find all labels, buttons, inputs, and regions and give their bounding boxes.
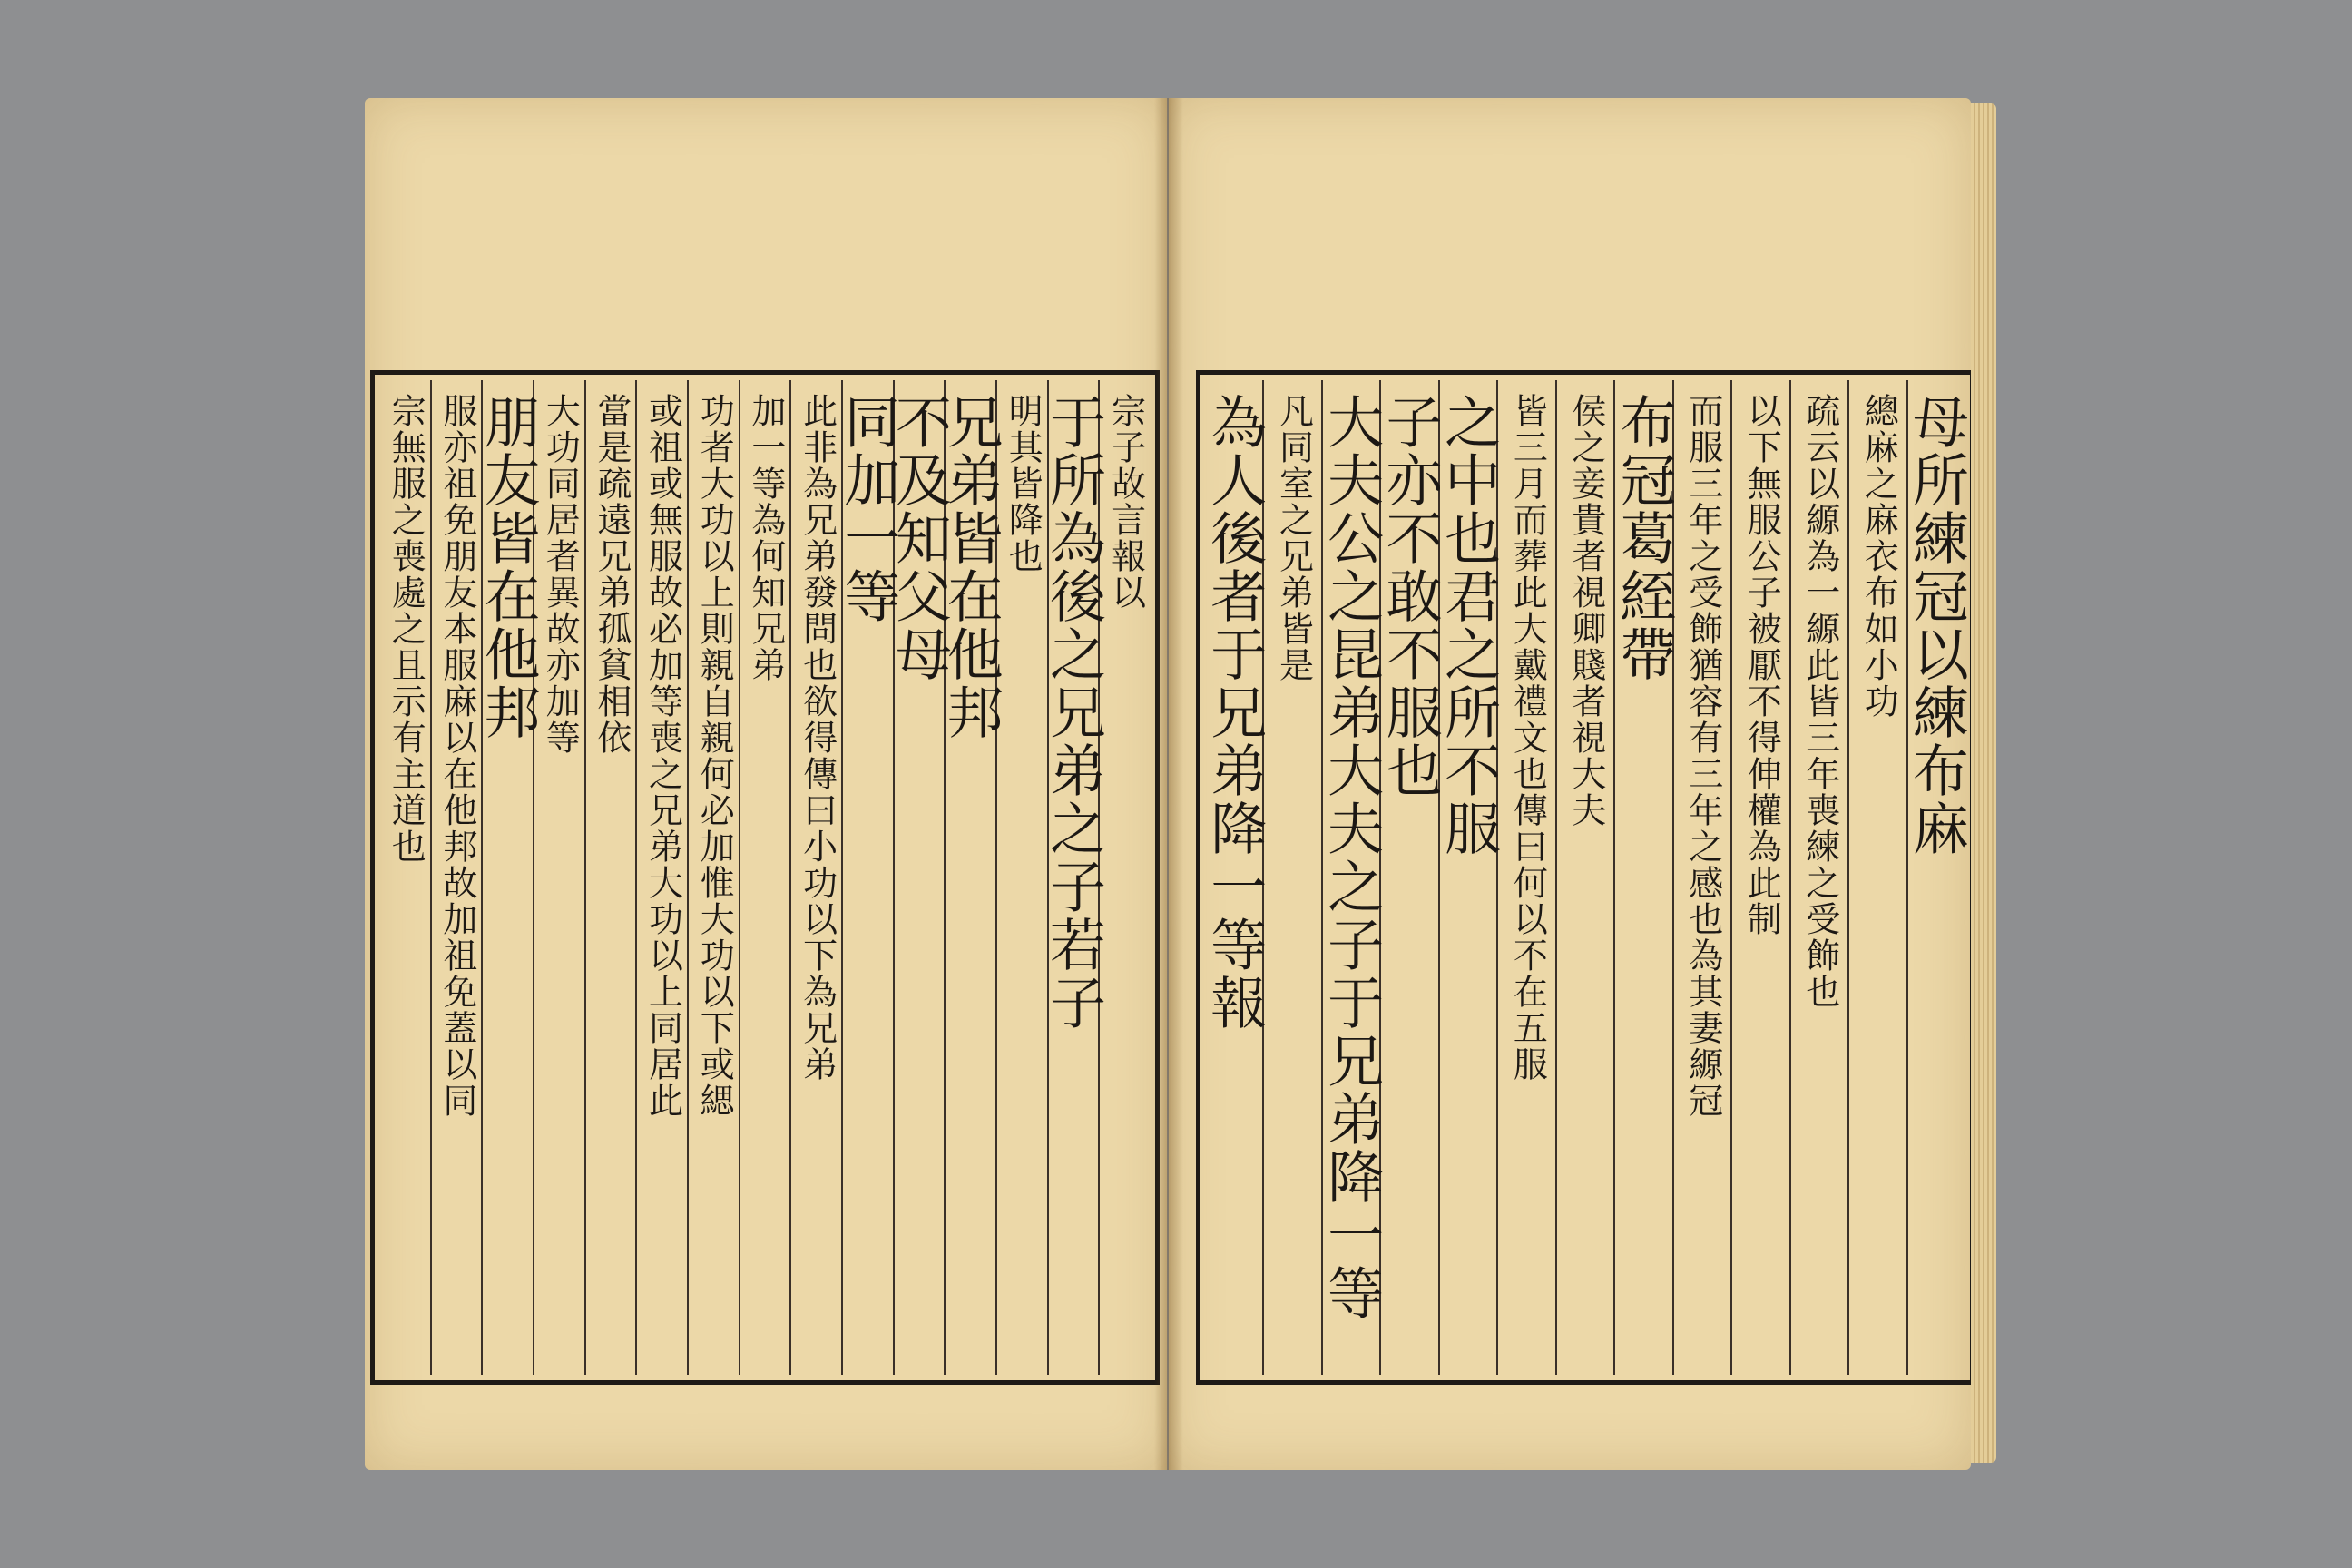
left-column-text: 功者大功以上則親自親何必加惟大功以下或緦 [694, 393, 735, 1119]
right-column-text: 疏云以縓為一縓此皆三年喪練之受飾也 [1799, 393, 1840, 1010]
left-column-text: 朋友皆在他邦 [475, 393, 542, 741]
right-column [1435, 380, 1502, 1375]
left-column-text: 不及知父母 [886, 393, 953, 683]
left-column [475, 380, 542, 1375]
left-column-text: 加一等為何知兄弟 [745, 393, 786, 683]
right-column-text: 以下無服公子被厭不得伸權為此制 [1741, 393, 1782, 937]
left-column [687, 380, 739, 1375]
right-column-text: 總麻之麻衣布如小功 [1858, 393, 1899, 720]
left-column [635, 380, 687, 1375]
right-column [1610, 380, 1677, 1375]
right-column [1789, 380, 1847, 1375]
right-column-text: 皆三月而葬此大戴禮文也傳曰何以不在五服 [1507, 393, 1548, 1083]
left-column [1040, 380, 1107, 1375]
left-columns [380, 380, 1150, 1375]
left-column-text: 此非為兄弟發問也欲得傳曰小功以下為兄弟 [797, 393, 838, 1083]
left-column [380, 380, 430, 1375]
left-column-text: 或祖或無服故必加等喪之兄弟大功以上同居此 [642, 393, 683, 1119]
left-column-text: 兄弟皆在他邦 [937, 393, 1004, 741]
page-edges [1971, 103, 1996, 1463]
right-column-text: 布冠葛絰帶 [1610, 393, 1677, 683]
right-column-text: 而服三年之受飾猶容有三年之感也為其妻縓冠 [1682, 393, 1723, 1119]
left-column-text: 同加一等 [834, 393, 901, 625]
left-text-frame [370, 370, 1160, 1385]
right-column [1672, 380, 1730, 1375]
book-gutter [1154, 98, 1183, 1470]
left-column [789, 380, 841, 1375]
left-column-text: 于所為後之兄弟之子若子 [1040, 393, 1107, 1032]
right-column-text: 為人後者于兄弟降一等報 [1200, 393, 1268, 1032]
left-column-text: 當是疏遠兄弟孤貧相依 [591, 393, 632, 756]
right-columns [1200, 380, 1970, 1375]
left-column-text: 宗無服之喪處之且示有主道也 [386, 393, 426, 865]
right-column-text: 之中也君之所不服 [1435, 393, 1502, 858]
left-column-text: 明其皆降也 [1003, 393, 1044, 574]
left-column-text: 宗子故言報以 [1105, 393, 1146, 611]
left-column [430, 380, 482, 1375]
right-column-text: 大夫公之昆弟大夫之子于兄弟降一等 [1318, 393, 1385, 1322]
right-column [1847, 380, 1906, 1375]
right-text-frame [1196, 370, 1975, 1385]
right-column [1377, 380, 1444, 1375]
left-column [584, 380, 636, 1375]
right-column-text: 侯之妾貴者視卿賤者視大夫 [1565, 393, 1606, 828]
right-column [1200, 380, 1268, 1375]
right-page [1169, 98, 1971, 1470]
left-column-text: 服亦祖免朋友本服麻以在他邦故加祖免蓋以同 [436, 393, 477, 1119]
left-column [834, 380, 901, 1375]
right-column-text: 子亦不敢不服也 [1377, 393, 1444, 799]
left-page [365, 98, 1167, 1470]
right-column [1318, 380, 1385, 1375]
right-column-text: 凡同室之兄弟皆是 [1273, 393, 1314, 683]
right-column [1555, 380, 1613, 1375]
left-column [739, 380, 790, 1375]
right-column [1903, 380, 1970, 1375]
open-book [365, 98, 1996, 1470]
right-column [1730, 380, 1788, 1375]
right-column [1496, 380, 1554, 1375]
right-column [1262, 380, 1320, 1375]
left-column-text: 大功同居者異故亦加等 [540, 393, 581, 756]
right-column-text: 母所練冠以練布麻 [1903, 393, 1970, 858]
